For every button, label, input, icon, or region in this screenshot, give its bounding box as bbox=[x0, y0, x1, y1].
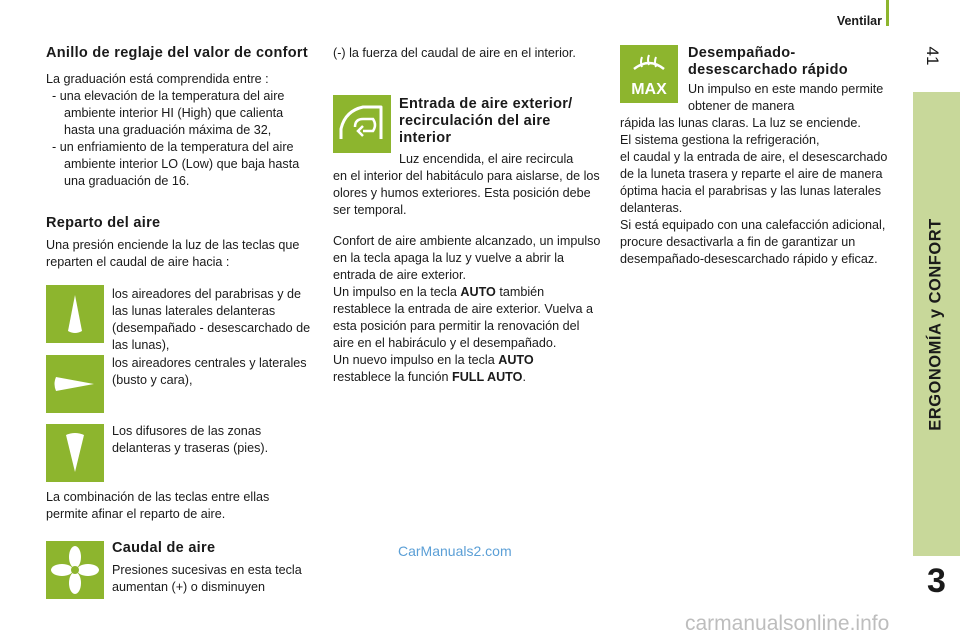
airflow-up-icon bbox=[46, 285, 104, 343]
chapter-title-wrap bbox=[913, 92, 960, 556]
fan-icon bbox=[46, 541, 104, 599]
entrada-text-first: Luz encendida, el aire recircula bbox=[399, 152, 574, 166]
anillo-bullet-2: - un enfriamiento de la temperatura del aire ambiente interior LO (Low) que baja hasta una graduación de 16. bbox=[52, 140, 300, 188]
airflow-right-icon bbox=[46, 355, 104, 413]
entrada-title: Entrada de aire exterior/ recirculación del aire interior bbox=[399, 96, 573, 146]
reparto-item-2: los aireadores centrales y laterales (busto y cara), bbox=[112, 356, 307, 387]
max-defrost-icon bbox=[620, 45, 678, 103]
reparto-outro: La combinación de las teclas entre ellas permite afinar el reparto de aire. bbox=[46, 490, 270, 521]
max-defrost-button[interactable] bbox=[620, 45, 678, 103]
caudal-section bbox=[112, 540, 312, 596]
desempanado-text-3: El sistema gestiona la refrigeración, bbox=[620, 133, 820, 147]
reparto-section bbox=[46, 215, 308, 271]
watermark-carmanuals2: CarManuals2.com bbox=[398, 543, 512, 559]
reparto-title: Reparto del aire bbox=[46, 215, 161, 231]
entrada-p2b: Un impulso en la tecla AUTO también restablece la entrada de aire exterior. Vuelva a esta posición para permitir la renovación del aire en el habiráculo y el desempañado. bbox=[333, 285, 593, 350]
desempanado-text-1: Un impulso en este mando permite obtener de manera bbox=[688, 82, 884, 113]
desempanado-body bbox=[620, 115, 892, 268]
anillo-section bbox=[46, 45, 314, 190]
svg-text:MAX: MAX bbox=[631, 81, 667, 98]
entrada-p2d: restablece la función FULL AUTO. bbox=[333, 370, 526, 384]
airflow-down-icon bbox=[46, 424, 104, 482]
page-number: 41 bbox=[923, 46, 942, 66]
entrada-p2c: Un nuevo impulso en la tecla AUTO bbox=[333, 353, 534, 367]
fan-speed-button[interactable] bbox=[46, 541, 104, 599]
windshield-airflow-button[interactable] bbox=[46, 285, 104, 343]
caudal-title: Caudal de aire bbox=[112, 540, 216, 556]
desempanado-text-4: el caudal y la entrada de aire, el desescarchado de la luneta trasera y reparte el aire de manera óptima hacia el parabrisas y las lunas laterales delanteras. bbox=[620, 150, 888, 215]
caudal-text: Presiones sucesivas en esta tecla aumentan (+) o disminuyen bbox=[112, 563, 302, 594]
reparto-item-3: Los difusores de las zonas delanteras y traseras (pies). bbox=[112, 424, 269, 455]
anillo-intro: La graduación está comprendida entre : bbox=[46, 72, 269, 86]
desempanado-text-2: rápida las lunas claras. La luz se enciende. bbox=[620, 116, 861, 130]
feet-airflow-button[interactable] bbox=[46, 424, 104, 482]
entrada-p2a: Confort de aire ambiente alcanzado, un impulso en la tecla apaga la luz y vuelve a abrir la entrada de aire exterior. bbox=[333, 234, 601, 282]
recirculation-icon bbox=[333, 95, 391, 153]
header-accent-line bbox=[886, 0, 889, 26]
section-title: Ventilar bbox=[836, 14, 882, 28]
caudal-continuation: (-) la fuerza del caudal de aire en el interior. bbox=[333, 46, 576, 60]
face-airflow-button[interactable] bbox=[46, 355, 104, 413]
chapter-title: ERGONOMÍA y CONFORT bbox=[927, 217, 946, 431]
recirculation-button[interactable] bbox=[333, 95, 391, 153]
desempanado-text-5: Si está equipado con una calefacción adicional, procure desactivarla a fin de garantizar un desempañado-desescarchado rápido y eficaz. bbox=[620, 218, 886, 266]
entrada-details bbox=[333, 233, 603, 386]
reparto-item-1: los aireadores del parabrisas y de las lunas laterales delanteras (desempañado - desescarchado de las lunas), bbox=[112, 287, 311, 352]
chapter-number: 3 bbox=[927, 561, 946, 600]
anillo-title: Anillo de reglaje del valor de confort bbox=[46, 45, 308, 61]
watermark-carmanualsonline: carmanualsonline.info bbox=[685, 612, 890, 635]
anillo-bullet-1: - una elevación de la temperatura del aire ambiente interior HI (High) que calienta hasta una graduación máxima de 32, bbox=[52, 89, 285, 137]
desempanado-title: Desempañado- desescarchado rápido bbox=[688, 45, 848, 78]
entrada-text-rest: en el interior del habitáculo para aislarse, de los olores y humos exteriores. Esta posición debe ser temporal. bbox=[333, 169, 600, 217]
reparto-intro: Una presión enciende la luz de las teclas que reparten el caudal de aire hacia : bbox=[46, 238, 300, 269]
